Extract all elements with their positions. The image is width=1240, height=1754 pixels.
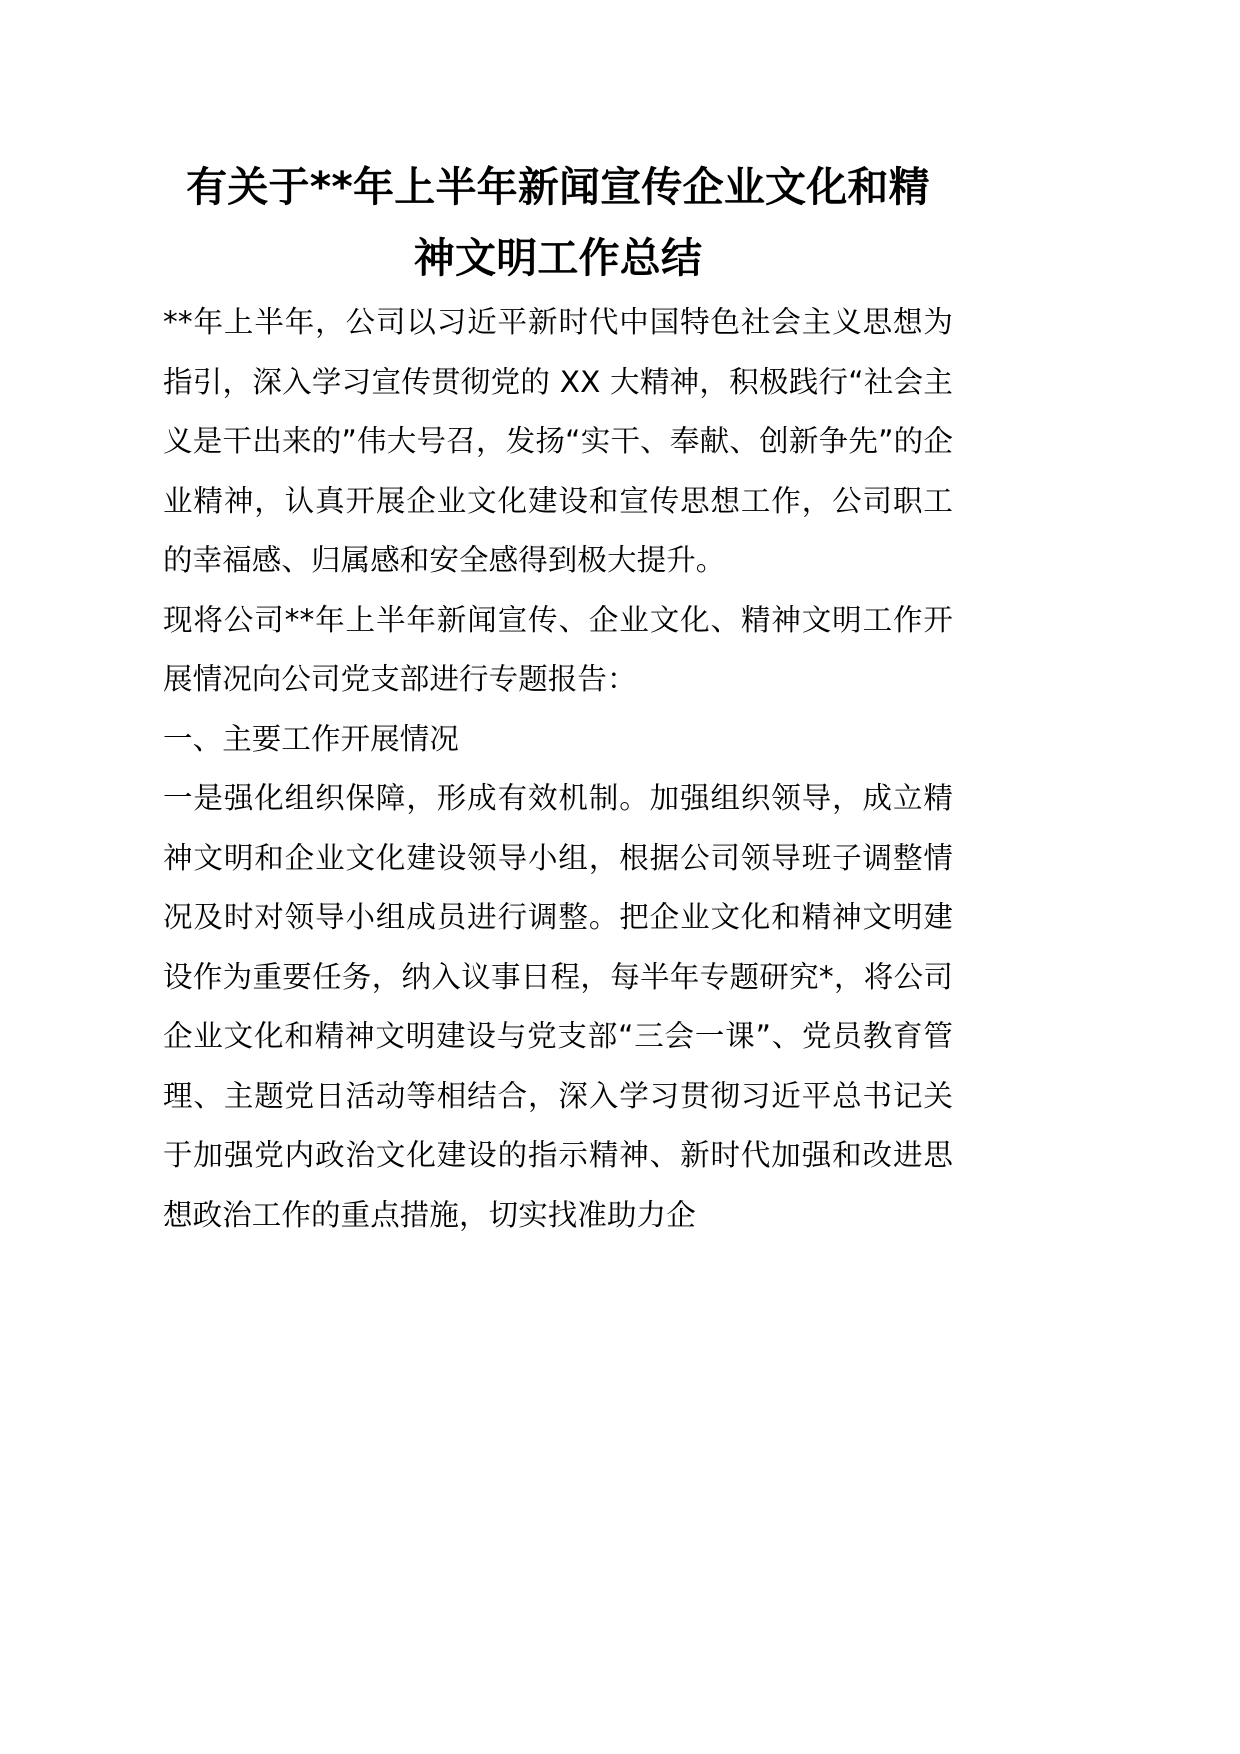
document-body (163, 293, 953, 1245)
page-title (163, 0, 953, 293)
intro-paragraph: **年上半年，公司以习近平新时代中国特色社会主义思想为指引，深入学习宣传贯彻党的 XX 大精神，积极践行“社会主义是干出来的”伟大号召，发扬“实干、奉献、创新争先”的企业精神，认真开展企业文化建设和宣传思想工作，公司职工的幸福感、归属感和安全感得到极大提升。 (163, 305, 953, 578)
report-scope-paragraph: 现将公司**年上半年新闻宣传、企业文化、精神文明工作开展情况向公司党支部进行专题报告： (163, 602, 953, 697)
page-title-line-2: 神文明工作总结 (413, 233, 703, 282)
page-title-line-1: 有关于**年上半年新闻宣传企业文化和精 (186, 163, 930, 211)
document-content (163, 0, 953, 1245)
point-one-paragraph: 一是强化组织保障，形成有效机制。加强组织领导，成立精神文明和企业文化建设领导小组，根据公司领导班子调整情况及时对领导小组成员进行调整。把企业文化和精神文明建设作为重要任务，纳入议事日程，每半年专题研究*，将公司企业文化和精神文明建设与党支部“三会一课”、党员教育管理、主题党日活动等相结合，深入学习贯彻习近平总书记关于加强党内政治文化建设的指示精神、新时代加强和改进思想政治工作的重点措施，切实找准助力企 (163, 781, 953, 1232)
section-heading-one: 一、主要工作开展情况 (163, 721, 460, 756)
